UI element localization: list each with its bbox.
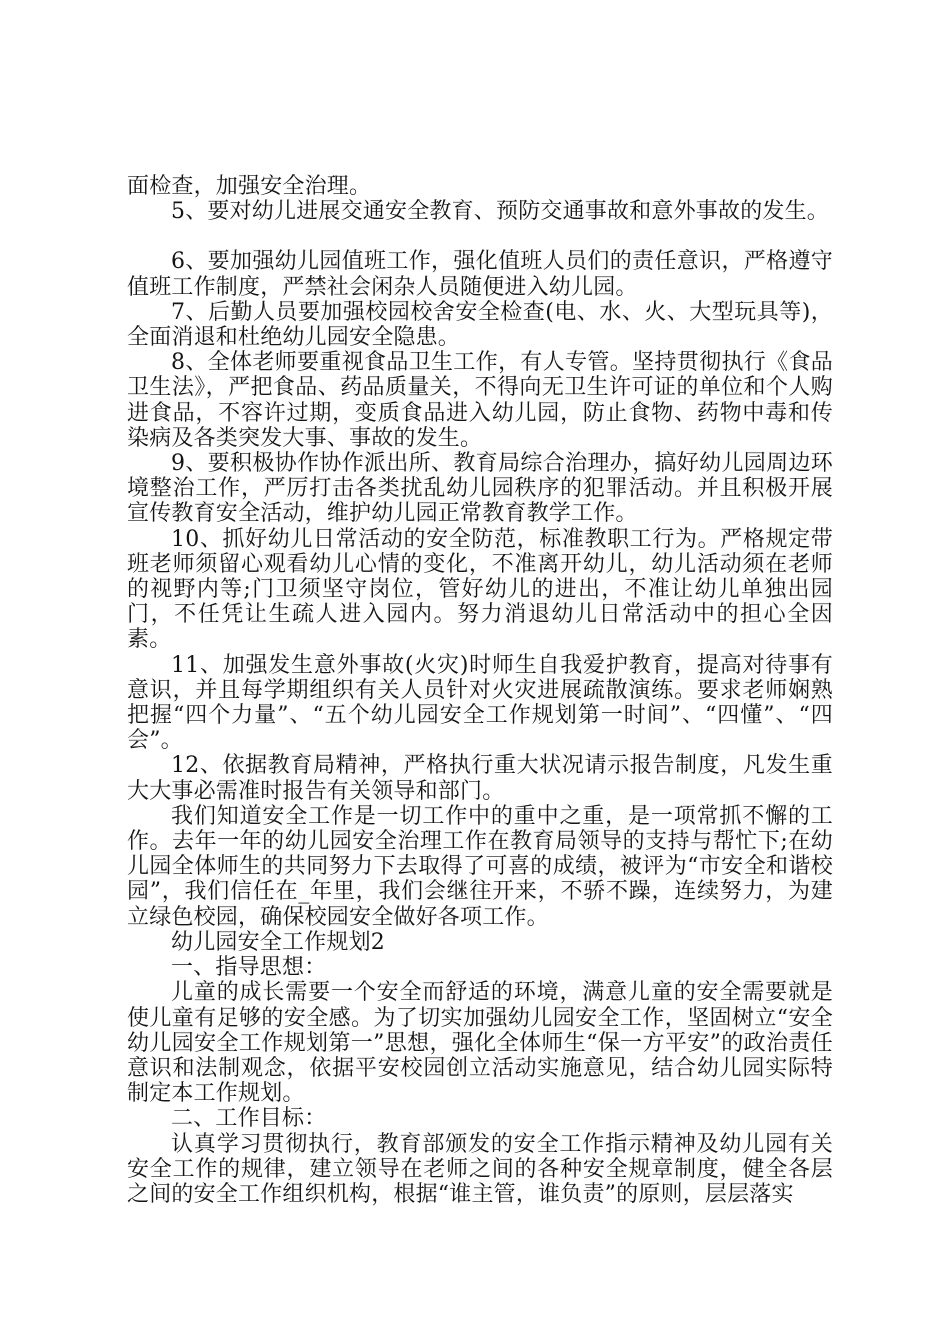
paragraph-item-6: 6、要加强幼儿园值班工作，强化值班人员们的责任意识，严格遵守值班工作制度，严禁社会闲杂人员随便进入幼儿园。 <box>127 249 833 300</box>
document-body <box>127 174 833 1207</box>
paragraph-item-11: 11、加强发生意外事故(火灾)时师生自我爱护教育，提高对待事有意识，并且每学期组织有关人员针对火灾进展疏散演练。要求老师娴熟把握“四个力量”、“五个幼儿园安全工作规划第一时间”、“四懂”、“四会”。 <box>127 652 833 754</box>
paragraph-work-goals: 认真学习贯彻执行，教育部颁发的安全工作指示精神及幼儿园有关安全工作的规律，建立领导在老师之间的各种安全规章制度，健全各层之间的安全工作组织机构，根据“谁主管，谁负责”的原则，层层落实 <box>127 1131 833 1207</box>
paragraph-item-5: 5、要对幼儿进展交通安全教育、预防交通事故和意外事故的发生。 <box>171 199 829 225</box>
paragraph-item-9: 9、要积极协作协作派出所、教育局综合治理办，搞好幼儿园周边环境整治工作，严厉打击各类扰乱幼儿园秩序的犯罪活动。并且积极开展宣传教育安全活动，维护幼儿园正常教育教学工作。 <box>127 451 833 527</box>
paragraph-guiding-ideology: 儿童的成长需要一个安全而舒适的环境，满意儿童的安全需要就是使儿童有足够的安全感。为了切实加强幼儿园安全工作，坚固树立“安全幼儿园安全工作规划第一”思想，强化全体师生“保一方平安”的政治责任意识和法制观念，依据平安校园创立活动实施意见，结合幼儿园实际特制定本工作规划。 <box>127 980 833 1107</box>
paragraph-continuation: 面检查，加强安全治理。 <box>127 174 372 199</box>
paragraph-item-12: 12、依据教育局精神，严格执行重大状况请示报告制度，凡发生重大大事必需准时报告有关领导和部门。 <box>127 753 833 804</box>
paragraph-item-10: 10、抓好幼儿日常活动的安全防范，标准教职工行为。严格规定带班老师须留心观看幼儿心情的变化，不准离开幼儿，幼儿活动须在老师的视野内等;门卫须坚守岗位，管好幼儿的进出，不准让幼儿单独出园门，不任凭让生疏人进入园内。努力消退幼儿日常活动中的担心全因素。 <box>127 526 833 653</box>
subheading-work-goals: 二、工作目标： <box>171 1106 327 1132</box>
section-heading-plan-2: 幼儿园安全工作规划2 <box>171 929 385 955</box>
paragraph-item-8: 8、全体老师要重视食品卫生工作，有人专管。坚持贯彻执行《食品卫生法》，严把食品、药品质量关，不得向无卫生许可证的单位和个人购进食品，不容许过期，变质食品进入幼儿园，防止食物、药物中毒和传染病及各类突发大事、事故的发生。 <box>127 350 833 451</box>
paragraph-summary: 我们知道安全工作是一切工作中的重中之重，是一项常抓不懈的工作。去年一年的幼儿园安全治理工作在教育局领导的支持与帮忙下;在幼儿园全体师生的共同努力下去取得了可喜的成绩，被评为“市安全和谐校园”，我们信任在_年里，我们会继往开来，不骄不躁，连续努力，为建立绿色校园，确保校园安全做好各项工作。 <box>127 803 833 930</box>
paragraph-item-7: 7、后勤人员要加强校园校舍安全检查(电、水、火、大型玩具等)，全面消退和杜绝幼儿园安全隐患。 <box>127 299 833 351</box>
subheading-guiding-ideology: 一、指导思想： <box>171 955 327 981</box>
